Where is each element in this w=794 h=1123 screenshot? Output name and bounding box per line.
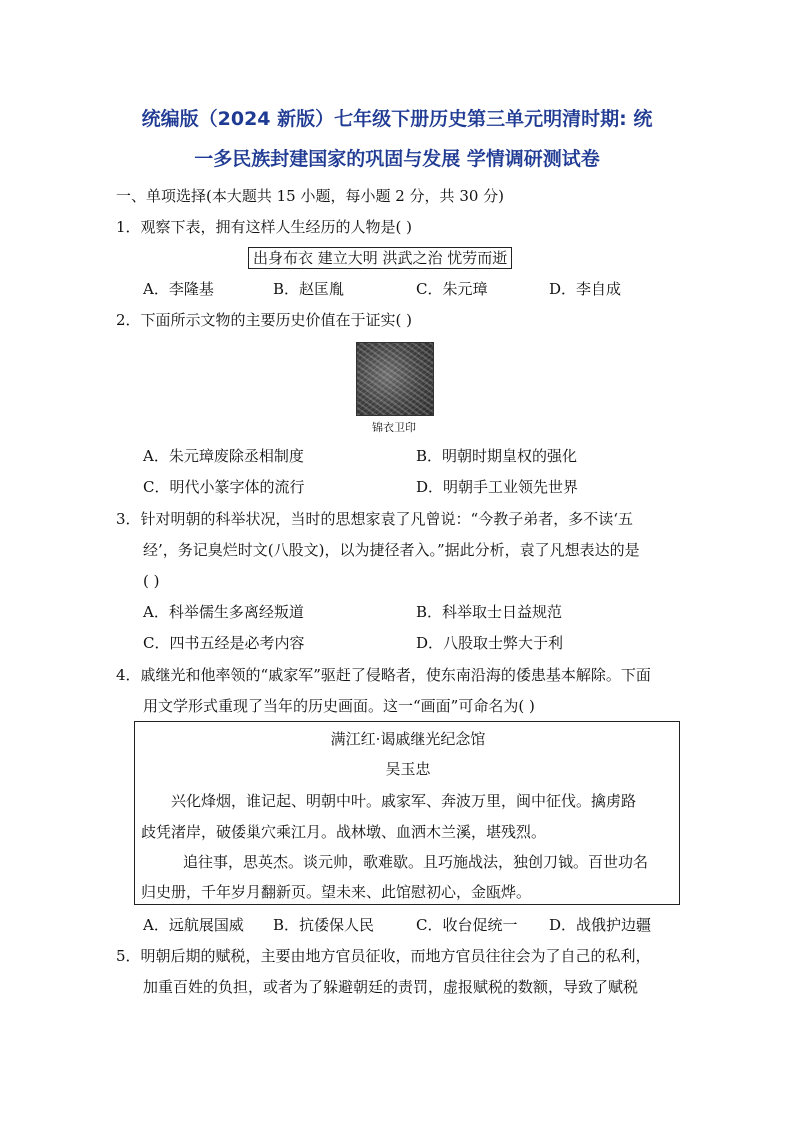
page-title-line-2: 一多民族封建国家的巩固与发展 学情调研测试卷 bbox=[194, 148, 600, 170]
poem-author: 吴玉忠 bbox=[385, 760, 431, 778]
q1-option-c[interactable]: C．朱元璋 bbox=[416, 280, 488, 298]
poem-line-2: 歧凭渚岸，破倭巢穴乘江月。战林墩、血洒木兰溪，堪残烈。 bbox=[141, 823, 547, 841]
q3-stem-line-1: 3．针对明朝的科举状况，当时的思想家袁了凡曾说：“今教子弟者，多不读‘五 bbox=[116, 510, 633, 528]
seal-artifact bbox=[356, 342, 432, 436]
poem-title: 满江红·谒戚继光纪念馆 bbox=[330, 730, 486, 748]
q4-option-a[interactable]: A．远航展国威 bbox=[143, 916, 244, 934]
poem-box bbox=[134, 721, 680, 905]
q3-option-c[interactable]: C．四书五经是必考内容 bbox=[143, 634, 305, 652]
q1-option-d[interactable]: D．李自成 bbox=[549, 280, 622, 298]
q4-stem-line-1: 4．戚继光和他率领的“戚家军”驱赶了侵略者，使东南沿海的倭患基本解除。下面 bbox=[116, 666, 651, 684]
q5-stem-line-1: 5．明朝后期的赋税，主要由地方官员征收，而地方官员往往会为了自己的私利， bbox=[116, 947, 651, 965]
q3-option-d[interactable]: D．八股取士弊大于利 bbox=[416, 634, 564, 652]
q4-option-c[interactable]: C．收台促统一 bbox=[416, 916, 518, 934]
poem-line-1: 兴化烽烟，谁记起、明朝中叶。戚家军、奔波万里，闽中征伐。擒虏路 bbox=[171, 792, 637, 810]
q4-stem-line-2: 用文学形式重现了当年的历史画面。这一“画面”可命名为( ) bbox=[143, 697, 535, 715]
q2-option-a[interactable]: A．朱元璋废除丞相制度 bbox=[143, 447, 304, 465]
q2-option-d[interactable]: D．明朝手工业领先世界 bbox=[416, 478, 579, 496]
q1-option-a[interactable]: A．李隆基 bbox=[143, 280, 214, 298]
section-heading: 一、单项选择(本大题共 15 小题，每小题 2 分，共 30 分) bbox=[116, 187, 505, 205]
q5-stem-line-2: 加重百姓的负担，或者为了躲避朝廷的责罚，虚报赋税的数额，导致了赋税 bbox=[143, 978, 639, 996]
q1-stem: 1．观察下表，拥有这样人生经历的人物是( ) bbox=[116, 218, 413, 236]
q3-option-a[interactable]: A．科举儒生多离经叛道 bbox=[143, 603, 304, 621]
q2-option-b[interactable]: B．明朝时期皇权的强化 bbox=[416, 447, 578, 465]
poem-line-4: 归史册，千年岁月翻新页。望未来、此馆慰初心，金瓯烨。 bbox=[141, 883, 532, 901]
q4-option-d[interactable]: D．战俄护边疆 bbox=[549, 916, 652, 934]
q1-life-table: 出身布衣 建立大明 洪武之治 忧劳而逝 bbox=[248, 247, 512, 269]
q1-option-b[interactable]: B．赵匡胤 bbox=[273, 280, 345, 298]
seal-image bbox=[356, 342, 434, 416]
q2-stem: 2．下面所示文物的主要历史价值在于证实( ) bbox=[116, 311, 413, 329]
q3-stem-line-2: 经’，务记臭烂时文(八股文)，以为捷径者入。”据此分析，袁了凡想表达的是 bbox=[143, 541, 640, 559]
q3-option-b[interactable]: B．科举取士日益规范 bbox=[416, 603, 563, 621]
q3-stem-line-3: ( ) bbox=[143, 572, 160, 590]
q2-option-c[interactable]: C．明代小篆字体的流行 bbox=[143, 478, 305, 496]
page-title-line-1: 统编版（2024 新版）七年级下册历史第三单元明清时期: 统 bbox=[141, 108, 653, 130]
poem-line-3: 追往事，思英杰。谈元帅，歌难歇。且巧施战法，独创刀钺。百世功名 bbox=[183, 853, 649, 871]
q4-option-b[interactable]: B．抗倭保人民 bbox=[273, 916, 375, 934]
seal-caption: 锦衣卫印 bbox=[372, 421, 416, 434]
